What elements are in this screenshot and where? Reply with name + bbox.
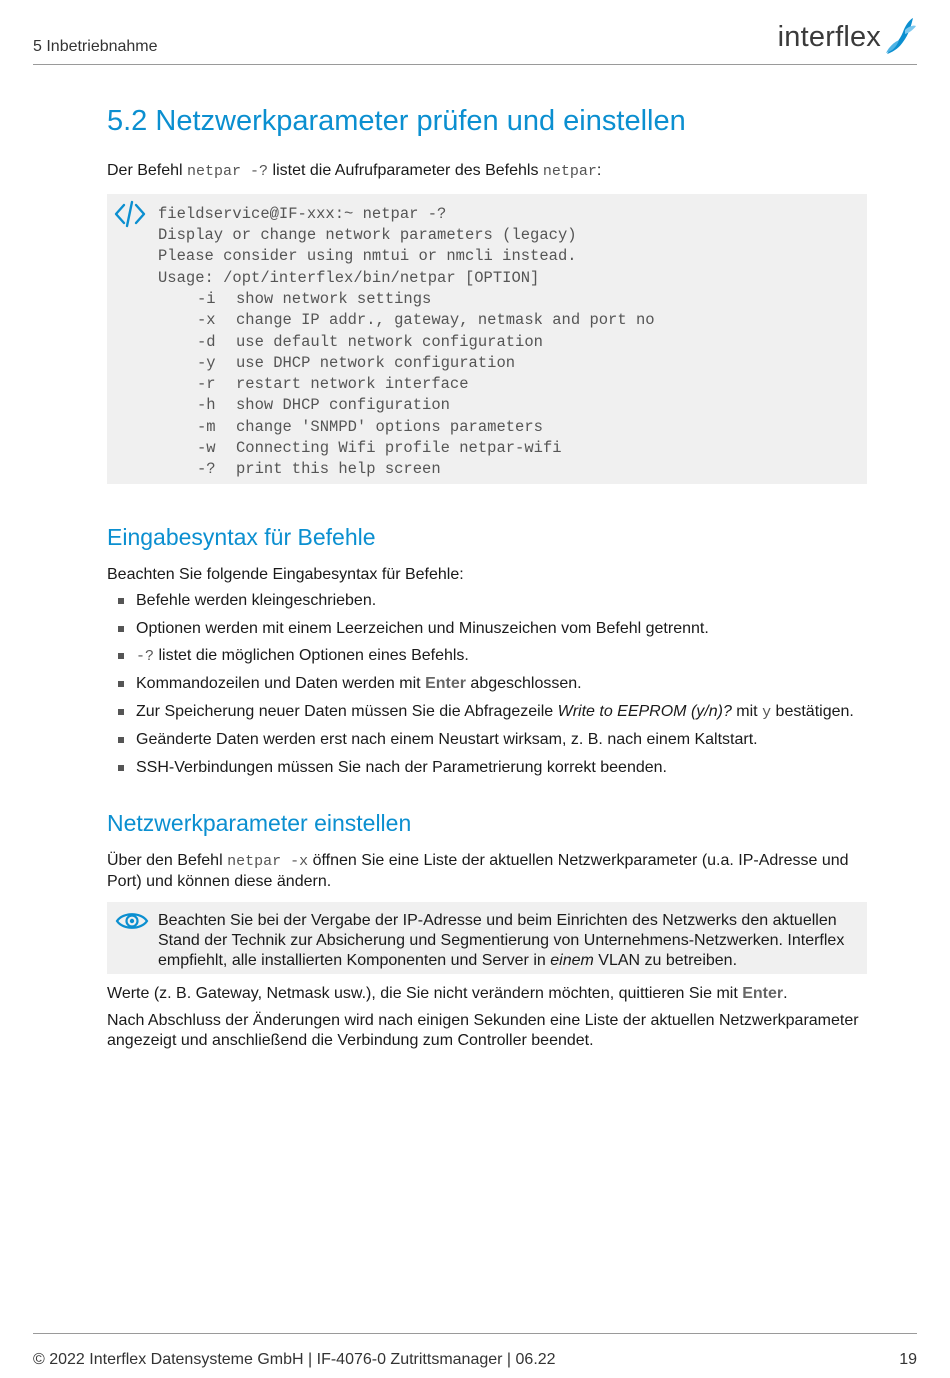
code-option-line xyxy=(158,310,867,331)
intro-command: netpar -? xyxy=(187,162,269,180)
network-paragraph xyxy=(107,984,867,1004)
note-emphasis: einem xyxy=(550,952,594,970)
code-option-line xyxy=(158,438,867,459)
option-description: print this help screen xyxy=(236,460,441,479)
list-item: Befehle werden kleingeschrieben. xyxy=(107,591,867,611)
network-paragraph xyxy=(107,851,867,892)
list-item-text: abgeschlossen. xyxy=(470,675,582,693)
inline-code: -? xyxy=(136,648,155,666)
option-description: restart network interface xyxy=(236,375,469,394)
list-item-text: listet die möglichen Optionen eines Befehls. xyxy=(158,647,469,665)
key-label: Enter xyxy=(742,985,784,1003)
option-description: use DHCP network configuration xyxy=(236,353,516,372)
code-option-line xyxy=(158,374,867,395)
page-number: 19 xyxy=(899,1351,917,1368)
note-text-pre: Beachten Sie bei der Vergabe der IP-Adresse und beim Einrichten des Netzwerks den aktuellen Stand der Technik zur Absicherung und Segmentierung von Unternehmens-Netzwerken. Interflex empfiehlt, alle installierten Komponenten und Server in xyxy=(158,912,845,970)
code-option-line xyxy=(158,353,867,374)
option-description: change 'SNMPD' options parameters xyxy=(236,417,543,436)
paragraph-text: Werte (z. B. Gateway, Netmask usw.), die Sie nicht verändern möchten, quittieren Sie mit xyxy=(107,985,738,1003)
syntax-heading: Eingabesyntax für Befehle xyxy=(107,523,376,550)
code-icon xyxy=(113,200,147,228)
option-flag: -w xyxy=(197,439,216,458)
security-note xyxy=(107,902,867,974)
list-item-text: Kommandozeilen und Daten werden mit xyxy=(136,675,421,693)
code-lines xyxy=(158,204,867,481)
eye-icon xyxy=(115,910,149,932)
code-line: Please consider using nmtui or nmcli instead. xyxy=(158,247,577,266)
paragraph-text: . xyxy=(783,985,788,1003)
list-item xyxy=(107,674,867,694)
page-header xyxy=(33,14,917,65)
code-option-line xyxy=(158,332,867,353)
syntax-list xyxy=(107,591,867,777)
option-description: show DHCP configuration xyxy=(236,396,450,415)
intro-text-mid: listet die Aufrufparameter des Befehls xyxy=(272,161,539,179)
option-description: show network settings xyxy=(236,289,432,308)
main-content xyxy=(107,104,867,1051)
code-block xyxy=(107,194,867,484)
key-label: Enter xyxy=(425,675,466,693)
paragraph-text: Über den Befehl xyxy=(107,852,223,870)
option-flag: -h xyxy=(197,396,216,415)
option-description: change IP addr., gateway, netmask and port no xyxy=(236,311,655,330)
paragraph-text: öffnen Sie eine Liste der aktuellen Netzwerkparameter (u.a. IP-Adresse und Port) und können diese ändern. xyxy=(107,852,849,891)
intro-colon: : xyxy=(596,161,602,179)
prompt-text: Write to EEPROM (y/n)? xyxy=(557,702,732,720)
list-item: Geänderte Daten werden erst nach einem Neustart wirksam, z. B. nach einem Kaltstart. xyxy=(107,730,867,750)
note-text-post: VLAN zu betreiben. xyxy=(598,952,738,970)
code-option-line xyxy=(158,459,867,480)
list-item: Optionen werden mit einem Leerzeichen und Minuszeichen vom Befehl getrennt. xyxy=(107,619,867,639)
note-text xyxy=(158,911,857,971)
code-line: Display or change network parameters (legacy) xyxy=(158,226,577,245)
code-line: fieldservice@IF-xxx:~ netpar -? xyxy=(158,204,447,223)
company-logo xyxy=(778,16,917,56)
code-option-line xyxy=(158,395,867,416)
inline-code: y xyxy=(762,703,772,721)
page-footer xyxy=(33,1333,917,1368)
list-item xyxy=(107,646,867,667)
list-item: SSH-Verbindungen müssen Sie nach der Parametrierung korrekt beenden. xyxy=(107,758,867,778)
section-title: 5.2 Netzwerkparameter prüfen und einstellen xyxy=(107,105,686,137)
intro-paragraph xyxy=(107,161,867,182)
intro-text-pre: Der Befehl xyxy=(107,161,183,179)
inline-code: netpar -x xyxy=(227,853,309,871)
code-option-line xyxy=(158,289,867,310)
code-option-line xyxy=(158,417,867,438)
list-item xyxy=(107,702,867,723)
option-description: use default network configuration xyxy=(236,332,543,351)
intro-command-name: netpar xyxy=(542,162,597,180)
chapter-label: 5 Inbetriebnahme xyxy=(33,38,158,55)
list-item-text: mit xyxy=(736,702,758,720)
logo-wordmark: interflex xyxy=(777,21,881,53)
option-flag: -y xyxy=(197,353,216,372)
option-flag: -m xyxy=(197,417,216,436)
option-description: Connecting Wifi profile netpar-wifi xyxy=(236,439,562,458)
network-paragraph: Nach Abschluss der Änderungen wird nach einigen Sekunden eine Liste der aktuellen Netzwerkparameter angezeigt und anschließend die Verbindung zum Controller beendet. xyxy=(107,1012,859,1050)
option-flag: -? xyxy=(197,460,216,479)
option-flag: -x xyxy=(197,311,216,330)
footer-copyright: © 2022 Interflex Datensysteme GmbH | IF-4076-0 Zutrittsmanager | 06.22 xyxy=(33,1351,556,1368)
option-flag: -r xyxy=(197,375,216,394)
option-flag: -i xyxy=(197,289,216,308)
network-heading: Netzwerkparameter einstellen xyxy=(107,809,412,836)
syntax-intro: Beachten Sie folgende Eingabesyntax für Befehle: xyxy=(107,566,464,584)
list-item-text: Zur Speicherung neuer Daten müssen Sie die Abfragezeile xyxy=(136,702,554,720)
list-item-text: bestätigen. xyxy=(775,702,854,720)
option-flag: -d xyxy=(197,332,216,351)
code-line: Usage: /opt/interflex/bin/netpar [OPTION] xyxy=(158,268,540,287)
interflex-butterfly-logo-icon xyxy=(883,16,917,56)
